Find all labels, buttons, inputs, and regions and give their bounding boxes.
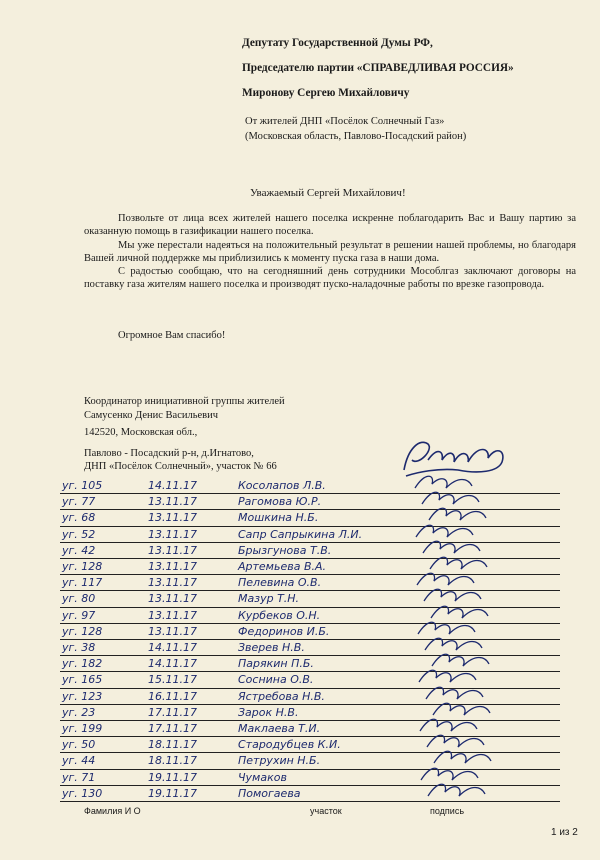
addressee-line-3: Миронову Сергею Михайловичу bbox=[242, 87, 410, 99]
row-name: Маклаева Т.И. bbox=[238, 722, 321, 735]
row-date: 17.11.17 bbox=[148, 705, 197, 719]
row-name: Чумаков bbox=[238, 770, 287, 784]
row-date: 14.11.17 bbox=[148, 657, 197, 671]
row-name: Курбеков О.Н. bbox=[238, 608, 321, 622]
sender-line-2: (Московская область, Павлово-Посадский район) bbox=[245, 131, 467, 142]
row-name: Соснина О.В. bbox=[238, 673, 314, 687]
coordinator-title: Координатор инициативной группы жителей bbox=[84, 396, 285, 407]
row-plot: уг. 128 bbox=[62, 560, 103, 573]
coordinator-name: Самусенко Денис Васильевич bbox=[84, 410, 219, 421]
row-plot: уг. 80 bbox=[62, 592, 96, 606]
addressee-line-2: Председателю партии «СПРАВЕДЛИВАЯ РОССИЯ» bbox=[242, 62, 514, 74]
row-name: Ястребова Н.В. bbox=[238, 689, 325, 703]
footer-plot-label: участок bbox=[310, 806, 342, 816]
row-plot: уг. 105 bbox=[62, 479, 103, 492]
row-date: 13.11.17 bbox=[148, 527, 197, 541]
row-name: Мошкина Н.Б. bbox=[238, 511, 319, 525]
sender-block bbox=[245, 114, 466, 144]
postal-address: 142520, Московская обл., bbox=[84, 427, 198, 438]
row-plot: уг. 23 bbox=[62, 705, 96, 719]
row-plot: уг. 117 bbox=[62, 576, 103, 590]
row-plot: уг. 97 bbox=[62, 608, 96, 622]
row-date: 13.11.17 bbox=[148, 592, 197, 606]
row-name: Федоринов И.Б. bbox=[238, 624, 330, 638]
row-plot: уг. 52 bbox=[62, 527, 96, 541]
town-line-1: Павлово - Посадский р-н, д.Игнатово, bbox=[84, 448, 254, 459]
thanks-line: Огромное Вам спасибо! bbox=[118, 330, 226, 341]
coordinator-block bbox=[84, 395, 285, 423]
row-name: Стародубцев К.И. bbox=[238, 738, 341, 752]
addressee-block bbox=[242, 34, 514, 109]
row-date: 13.11.17 bbox=[148, 576, 197, 590]
row-plot: уг. 44 bbox=[62, 754, 96, 768]
row-plot: уг. 128 bbox=[62, 624, 103, 638]
footer-signature-label: подпись bbox=[430, 806, 465, 816]
greeting: Уважаемый Сергей Михайлович! bbox=[250, 187, 406, 199]
footer-fio-label: Фамилия И О bbox=[84, 806, 141, 816]
row-name: Рагомова Ю.Р. bbox=[238, 495, 322, 509]
row-plot: уг. 199 bbox=[62, 722, 103, 735]
sender-line-1: От жителей ДНП «Посёлок Солнечный Газ» bbox=[245, 116, 445, 127]
letter-body bbox=[84, 212, 576, 292]
row-date: 15.11.17 bbox=[148, 673, 197, 687]
row-plot: уг. 77 bbox=[62, 495, 96, 509]
row-plot: уг. 123 bbox=[62, 689, 103, 703]
row-name: Брызгунова Т.В. bbox=[238, 543, 332, 557]
row-date: 13.11.17 bbox=[148, 495, 197, 509]
row-name: Парякин П.Б. bbox=[238, 657, 314, 671]
town-line-2: ДНП «Посёлок Солнечный», участок № 66 bbox=[84, 461, 277, 472]
row-date: 14.11.17 bbox=[148, 641, 197, 654]
row-date: 13.11.17 bbox=[148, 560, 197, 573]
row-plot: уг. 182 bbox=[62, 657, 103, 671]
row-name: Помогаева bbox=[238, 786, 301, 800]
row-plot: уг. 71 bbox=[62, 770, 96, 784]
row-date: 16.11.17 bbox=[148, 689, 197, 703]
row-date: 18.11.17 bbox=[148, 754, 197, 768]
addressee-line-1: Депутату Государственной Думы РФ, bbox=[242, 37, 433, 49]
row-name: Пелевина О.В. bbox=[238, 576, 322, 590]
row-name: Мазур Т.Н. bbox=[238, 592, 300, 606]
signature-row bbox=[60, 786, 560, 802]
row-plot: уг. 68 bbox=[62, 511, 96, 525]
row-signature bbox=[410, 778, 500, 802]
paragraph-1: Позвольте от лица всех жителей нашего поселка искренне поблагодарить Вас и Вашу партию за оказанную помощь в газификации нашего поселка. bbox=[84, 213, 576, 238]
row-date: 13.11.17 bbox=[148, 624, 197, 638]
row-date: 18.11.17 bbox=[148, 738, 197, 752]
row-date: 13.11.17 bbox=[148, 543, 197, 557]
row-name: Петрухин Н.Б. bbox=[238, 754, 321, 768]
row-date: 17.11.17 bbox=[148, 722, 197, 735]
row-date: 14.11.17 bbox=[148, 479, 197, 492]
row-name: Сапр Сапрыкина Л.И. bbox=[238, 527, 363, 541]
row-name: Артемьева В.А. bbox=[238, 560, 327, 573]
page-number: 1 из 2 bbox=[551, 827, 578, 838]
row-date: 19.11.17 bbox=[148, 770, 197, 784]
row-date: 19.11.17 bbox=[148, 786, 197, 800]
row-name: Зарок Н.В. bbox=[238, 705, 299, 719]
row-date: 13.11.17 bbox=[148, 511, 197, 525]
row-name: Зверев Н.В. bbox=[238, 641, 305, 654]
town-address bbox=[84, 447, 277, 473]
row-plot: уг. 50 bbox=[62, 738, 96, 752]
paragraph-2: Мы уже перестали надеяться на положительный результат в решении нашей проблемы, но благодаря Вашей личной поддержке мы приблизились к моменту пуска газа в наши дома. bbox=[84, 239, 576, 264]
row-plot: уг. 42 bbox=[62, 543, 96, 557]
row-plot: уг. 130 bbox=[62, 786, 103, 800]
row-name: Косолапов Л.В. bbox=[238, 479, 326, 492]
row-plot: уг. 165 bbox=[62, 673, 103, 687]
row-date: 13.11.17 bbox=[148, 608, 197, 622]
paragraph-3: С радостью сообщаю, что на сегодняшний день сотрудники Мособлгаз заключают договоры на поставку газа жителям нашего поселка и производят пуско-наладочные работы по врезке газопровода. bbox=[84, 266, 576, 291]
row-plot: уг. 38 bbox=[62, 641, 96, 654]
